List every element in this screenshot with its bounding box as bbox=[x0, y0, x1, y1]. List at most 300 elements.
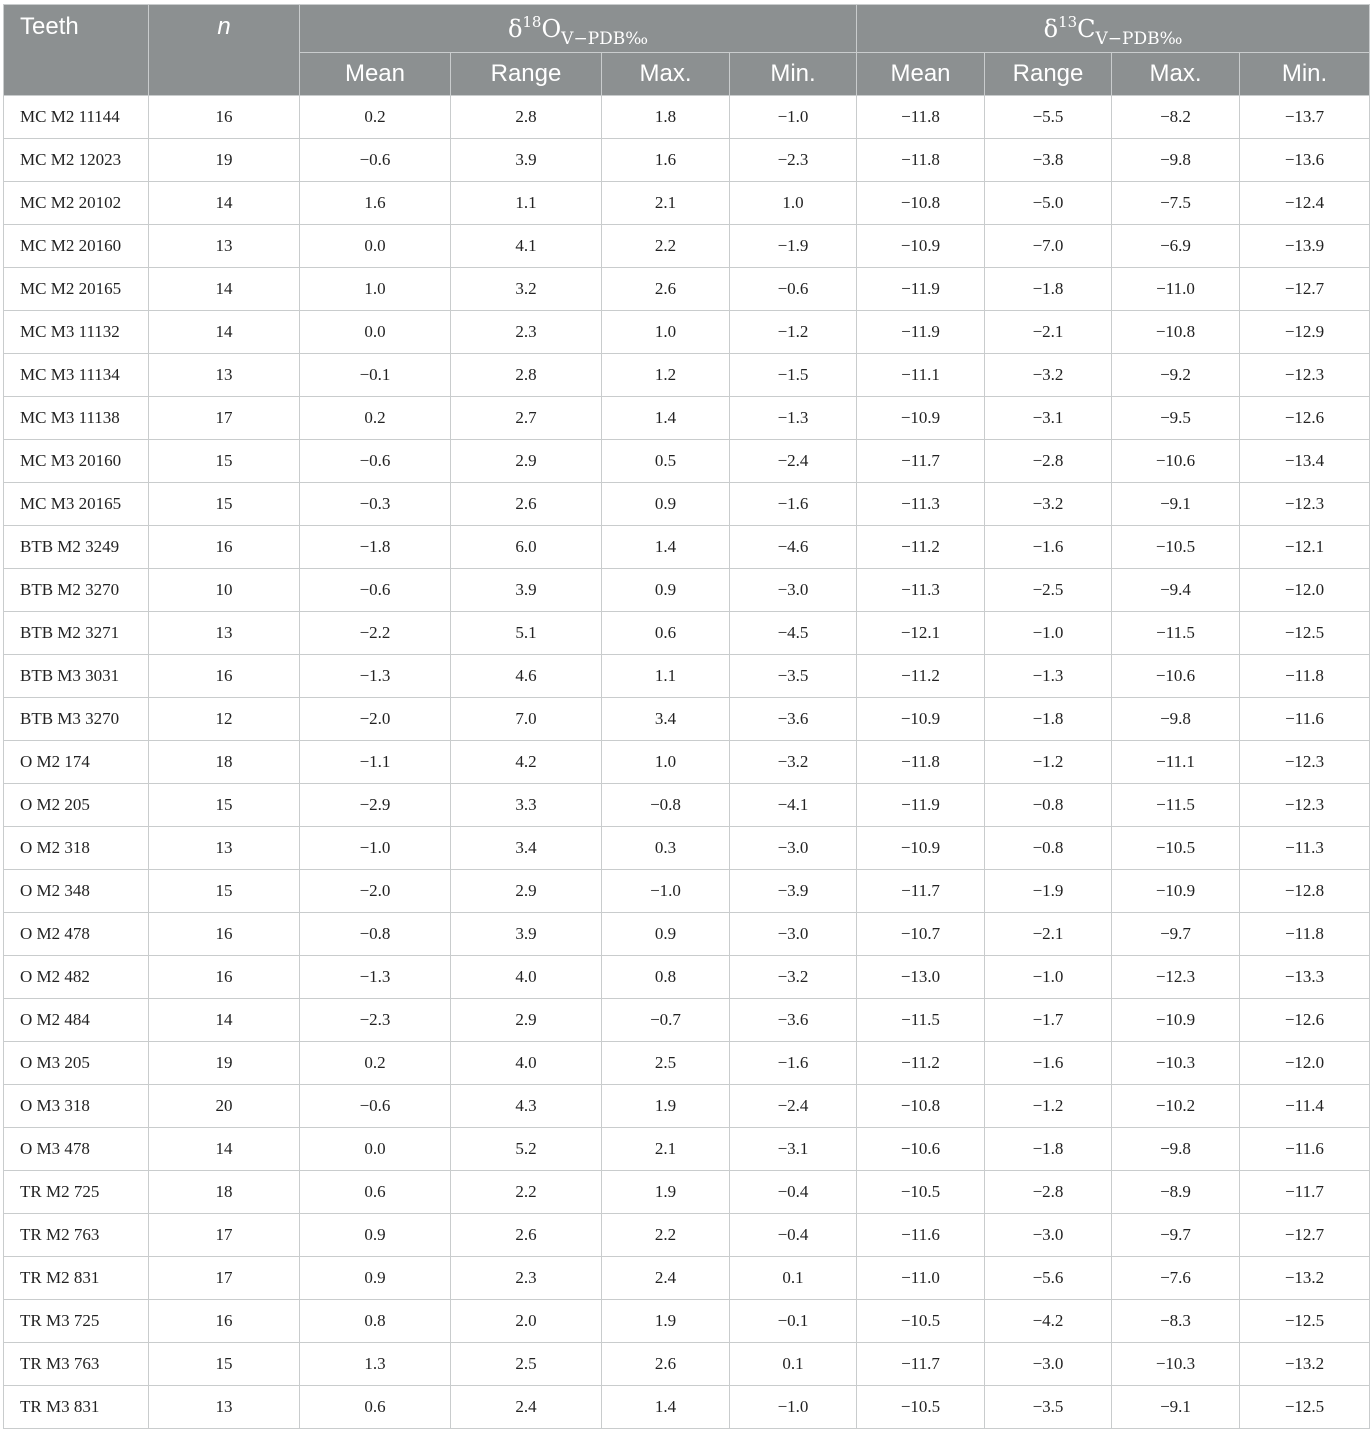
cell-n: 14 bbox=[149, 311, 300, 354]
cell-c-min: −11.8 bbox=[1240, 913, 1370, 956]
cell-c-mean: −10.8 bbox=[857, 182, 985, 225]
cell-c-min: −12.3 bbox=[1240, 784, 1370, 827]
cell-o-min: −0.4 bbox=[730, 1171, 857, 1214]
cell-o-mean: −0.1 bbox=[300, 354, 451, 397]
cell-c-max: −7.5 bbox=[1112, 182, 1240, 225]
cell-c-range: −3.2 bbox=[985, 354, 1112, 397]
cell-o-min: −1.6 bbox=[730, 483, 857, 526]
cell-c-max: −10.9 bbox=[1112, 999, 1240, 1042]
cell-o-mean: −0.6 bbox=[300, 1085, 451, 1128]
cell-c-max: −11.0 bbox=[1112, 268, 1240, 311]
cell-o-range: 1.1 bbox=[451, 182, 602, 225]
cell-c-min: −12.5 bbox=[1240, 612, 1370, 655]
cell-c-min: −12.3 bbox=[1240, 354, 1370, 397]
table-row bbox=[4, 1257, 1370, 1300]
cell-o-range: 2.9 bbox=[451, 870, 602, 913]
cell-c-range: −1.3 bbox=[985, 655, 1112, 698]
cell-c-range: −1.6 bbox=[985, 526, 1112, 569]
cell-c-mean: −11.7 bbox=[857, 440, 985, 483]
cell-c-max: −9.7 bbox=[1112, 1214, 1240, 1257]
cell-c-mean: −11.3 bbox=[857, 569, 985, 612]
cell-teeth: O M2 205 bbox=[4, 784, 149, 827]
table-row bbox=[4, 698, 1370, 741]
cell-c-mean: −10.9 bbox=[857, 397, 985, 440]
cell-teeth: TR M2 763 bbox=[4, 1214, 149, 1257]
cell-n: 17 bbox=[149, 1257, 300, 1300]
cell-o-min: −2.4 bbox=[730, 1085, 857, 1128]
cell-c-min: −12.6 bbox=[1240, 999, 1370, 1042]
cell-o-max: 2.2 bbox=[602, 1214, 730, 1257]
cell-c-mean: −11.2 bbox=[857, 655, 985, 698]
cell-c-min: −12.4 bbox=[1240, 182, 1370, 225]
cell-c-range: −1.7 bbox=[985, 999, 1112, 1042]
cell-c-min: −13.3 bbox=[1240, 956, 1370, 999]
cell-c-max: −10.5 bbox=[1112, 526, 1240, 569]
cell-n: 14 bbox=[149, 1128, 300, 1171]
cell-o-range: 4.3 bbox=[451, 1085, 602, 1128]
cell-n: 19 bbox=[149, 1042, 300, 1085]
cell-o-mean: −2.9 bbox=[300, 784, 451, 827]
cell-c-mean: −11.5 bbox=[857, 999, 985, 1042]
cell-c-max: −12.3 bbox=[1112, 956, 1240, 999]
cell-c-range: −3.2 bbox=[985, 483, 1112, 526]
cell-o-min: −0.4 bbox=[730, 1214, 857, 1257]
cell-o-range: 2.0 bbox=[451, 1300, 602, 1343]
cell-c-max: −10.6 bbox=[1112, 655, 1240, 698]
cell-c-max: −10.8 bbox=[1112, 311, 1240, 354]
cell-c-range: −0.8 bbox=[985, 784, 1112, 827]
cell-o-mean: 0.0 bbox=[300, 225, 451, 268]
table-row bbox=[4, 354, 1370, 397]
cell-c-min: −12.3 bbox=[1240, 741, 1370, 784]
cell-o-range: 2.3 bbox=[451, 1257, 602, 1300]
cell-o-range: 4.0 bbox=[451, 1042, 602, 1085]
cell-c-mean: −11.8 bbox=[857, 96, 985, 139]
cell-n: 17 bbox=[149, 1214, 300, 1257]
cell-o-range: 3.9 bbox=[451, 569, 602, 612]
cell-o-min: −2.3 bbox=[730, 139, 857, 182]
cell-o-mean: −1.3 bbox=[300, 956, 451, 999]
cell-o-min: −3.1 bbox=[730, 1128, 857, 1171]
cell-o-min: −1.5 bbox=[730, 354, 857, 397]
cell-c-range: −3.0 bbox=[985, 1214, 1112, 1257]
cell-o-range: 4.0 bbox=[451, 956, 602, 999]
cell-c-range: −3.1 bbox=[985, 397, 1112, 440]
cell-o-max: 1.0 bbox=[602, 741, 730, 784]
table-row bbox=[4, 1386, 1370, 1429]
isotope-table bbox=[3, 4, 1370, 1429]
cell-o-mean: −0.3 bbox=[300, 483, 451, 526]
cell-n: 18 bbox=[149, 1171, 300, 1214]
cell-c-max: −8.9 bbox=[1112, 1171, 1240, 1214]
cell-teeth: O M2 478 bbox=[4, 913, 149, 956]
header-oxygen-range: Range bbox=[451, 53, 602, 96]
cell-o-mean: 0.0 bbox=[300, 311, 451, 354]
cell-c-range: −2.1 bbox=[985, 913, 1112, 956]
cell-o-mean: 1.6 bbox=[300, 182, 451, 225]
cell-o-max: 0.6 bbox=[602, 612, 730, 655]
table-row bbox=[4, 182, 1370, 225]
cell-teeth: MC M3 20160 bbox=[4, 440, 149, 483]
cell-o-max: 3.4 bbox=[602, 698, 730, 741]
cell-o-min: −0.6 bbox=[730, 268, 857, 311]
cell-c-max: −7.6 bbox=[1112, 1257, 1240, 1300]
cell-c-mean: −11.2 bbox=[857, 526, 985, 569]
cell-o-range: 5.2 bbox=[451, 1128, 602, 1171]
cell-c-min: −11.4 bbox=[1240, 1085, 1370, 1128]
table-row bbox=[4, 827, 1370, 870]
cell-teeth: O M2 318 bbox=[4, 827, 149, 870]
cell-o-min: −1.2 bbox=[730, 311, 857, 354]
cell-c-max: −9.8 bbox=[1112, 1128, 1240, 1171]
table-row bbox=[4, 397, 1370, 440]
cell-c-mean: −11.8 bbox=[857, 741, 985, 784]
cell-o-max: 0.9 bbox=[602, 913, 730, 956]
header-carbon-group: $\delta^{13}C_{V-PDB‰}$ bbox=[857, 5, 1370, 53]
cell-n: 14 bbox=[149, 268, 300, 311]
cell-o-max: 1.1 bbox=[602, 655, 730, 698]
cell-c-mean: −11.8 bbox=[857, 139, 985, 182]
cell-o-min: −3.9 bbox=[730, 870, 857, 913]
cell-c-max: −9.2 bbox=[1112, 354, 1240, 397]
cell-c-range: −1.8 bbox=[985, 698, 1112, 741]
cell-o-min: −3.5 bbox=[730, 655, 857, 698]
cell-o-min: −0.1 bbox=[730, 1300, 857, 1343]
cell-o-max: 0.8 bbox=[602, 956, 730, 999]
cell-o-range: 2.2 bbox=[451, 1171, 602, 1214]
cell-c-min: −12.5 bbox=[1240, 1300, 1370, 1343]
cell-c-range: −2.5 bbox=[985, 569, 1112, 612]
cell-o-mean: −1.0 bbox=[300, 827, 451, 870]
table-row bbox=[4, 569, 1370, 612]
cell-n: 13 bbox=[149, 354, 300, 397]
header-oxygen-max: Max. bbox=[602, 53, 730, 96]
cell-n: 16 bbox=[149, 956, 300, 999]
cell-o-max: 1.8 bbox=[602, 96, 730, 139]
cell-c-max: −10.2 bbox=[1112, 1085, 1240, 1128]
cell-n: 16 bbox=[149, 913, 300, 956]
cell-o-max: −0.8 bbox=[602, 784, 730, 827]
cell-o-min: −4.5 bbox=[730, 612, 857, 655]
cell-c-mean: −10.5 bbox=[857, 1171, 985, 1214]
cell-teeth: MC M2 11144 bbox=[4, 96, 149, 139]
cell-c-mean: −10.7 bbox=[857, 913, 985, 956]
cell-c-min: −12.9 bbox=[1240, 311, 1370, 354]
header-teeth: Teeth bbox=[4, 5, 149, 96]
cell-c-range: −1.2 bbox=[985, 741, 1112, 784]
cell-teeth: O M3 205 bbox=[4, 1042, 149, 1085]
table-row bbox=[4, 1171, 1370, 1214]
cell-o-max: 0.9 bbox=[602, 569, 730, 612]
cell-o-mean: 0.8 bbox=[300, 1300, 451, 1343]
cell-c-mean: −10.5 bbox=[857, 1386, 985, 1429]
cell-c-max: −11.5 bbox=[1112, 784, 1240, 827]
cell-n: 12 bbox=[149, 698, 300, 741]
table-row bbox=[4, 1085, 1370, 1128]
cell-o-min: −3.0 bbox=[730, 913, 857, 956]
header-oxygen-group: $\delta^{18}O_{V-PDB‰}$ bbox=[300, 5, 857, 53]
cell-o-max: 1.9 bbox=[602, 1171, 730, 1214]
cell-teeth: MC M2 20102 bbox=[4, 182, 149, 225]
cell-o-range: 6.0 bbox=[451, 526, 602, 569]
header-oxygen-mean: Mean bbox=[300, 53, 451, 96]
cell-teeth: MC M2 20160 bbox=[4, 225, 149, 268]
cell-o-mean: 0.2 bbox=[300, 397, 451, 440]
cell-teeth: TR M3 763 bbox=[4, 1343, 149, 1386]
cell-c-min: −12.0 bbox=[1240, 569, 1370, 612]
cell-teeth: O M2 348 bbox=[4, 870, 149, 913]
cell-c-max: −10.3 bbox=[1112, 1042, 1240, 1085]
cell-o-min: 1.0 bbox=[730, 182, 857, 225]
table-body bbox=[4, 96, 1370, 1429]
cell-o-range: 2.5 bbox=[451, 1343, 602, 1386]
table-row bbox=[4, 483, 1370, 526]
header-carbon-range: Range bbox=[985, 53, 1112, 96]
cell-n: 10 bbox=[149, 569, 300, 612]
table-row bbox=[4, 1214, 1370, 1257]
cell-o-min: −1.9 bbox=[730, 225, 857, 268]
cell-o-min: −1.0 bbox=[730, 96, 857, 139]
cell-o-range: 2.8 bbox=[451, 354, 602, 397]
cell-o-mean: 0.2 bbox=[300, 96, 451, 139]
cell-n: 15 bbox=[149, 483, 300, 526]
cell-o-mean: −1.1 bbox=[300, 741, 451, 784]
cell-o-min: 0.1 bbox=[730, 1257, 857, 1300]
cell-c-min: −13.4 bbox=[1240, 440, 1370, 483]
cell-c-mean: −11.9 bbox=[857, 311, 985, 354]
cell-o-max: 2.6 bbox=[602, 1343, 730, 1386]
cell-o-max: 0.9 bbox=[602, 483, 730, 526]
cell-o-range: 2.6 bbox=[451, 1214, 602, 1257]
cell-o-max: 0.3 bbox=[602, 827, 730, 870]
cell-o-range: 2.6 bbox=[451, 483, 602, 526]
cell-o-mean: −1.8 bbox=[300, 526, 451, 569]
cell-c-min: −12.0 bbox=[1240, 1042, 1370, 1085]
cell-c-mean: −11.6 bbox=[857, 1214, 985, 1257]
cell-o-range: 2.4 bbox=[451, 1386, 602, 1429]
cell-o-min: 0.1 bbox=[730, 1343, 857, 1386]
cell-c-max: −9.7 bbox=[1112, 913, 1240, 956]
cell-teeth: MC M3 11134 bbox=[4, 354, 149, 397]
cell-c-range: −3.0 bbox=[985, 1343, 1112, 1386]
cell-c-mean: −12.1 bbox=[857, 612, 985, 655]
cell-teeth: O M2 484 bbox=[4, 999, 149, 1042]
cell-c-min: −11.7 bbox=[1240, 1171, 1370, 1214]
cell-n: 16 bbox=[149, 655, 300, 698]
cell-teeth: O M3 318 bbox=[4, 1085, 149, 1128]
cell-teeth: O M2 482 bbox=[4, 956, 149, 999]
cell-c-min: −12.7 bbox=[1240, 268, 1370, 311]
cell-c-range: −1.8 bbox=[985, 268, 1112, 311]
cell-o-max: 2.1 bbox=[602, 1128, 730, 1171]
cell-o-mean: −1.3 bbox=[300, 655, 451, 698]
cell-c-min: −11.3 bbox=[1240, 827, 1370, 870]
cell-c-min: −13.2 bbox=[1240, 1343, 1370, 1386]
cell-c-range: −1.9 bbox=[985, 870, 1112, 913]
cell-c-max: −6.9 bbox=[1112, 225, 1240, 268]
cell-n: 18 bbox=[149, 741, 300, 784]
cell-c-max: −9.5 bbox=[1112, 397, 1240, 440]
cell-o-mean: −0.8 bbox=[300, 913, 451, 956]
cell-o-mean: 0.6 bbox=[300, 1171, 451, 1214]
cell-c-min: −11.6 bbox=[1240, 1128, 1370, 1171]
cell-c-range: −1.2 bbox=[985, 1085, 1112, 1128]
cell-c-max: −11.5 bbox=[1112, 612, 1240, 655]
cell-c-max: −9.8 bbox=[1112, 698, 1240, 741]
header-carbon-mean: Mean bbox=[857, 53, 985, 96]
cell-n: 15 bbox=[149, 1343, 300, 1386]
cell-c-max: −9.1 bbox=[1112, 1386, 1240, 1429]
cell-c-min: −12.5 bbox=[1240, 1386, 1370, 1429]
cell-o-max: 1.0 bbox=[602, 311, 730, 354]
cell-n: 16 bbox=[149, 526, 300, 569]
table-row bbox=[4, 870, 1370, 913]
table-row bbox=[4, 526, 1370, 569]
cell-o-range: 2.3 bbox=[451, 311, 602, 354]
cell-c-max: −10.6 bbox=[1112, 440, 1240, 483]
table-row bbox=[4, 784, 1370, 827]
header-carbon-min: Min. bbox=[1240, 53, 1370, 96]
cell-c-range: −4.2 bbox=[985, 1300, 1112, 1343]
table-row bbox=[4, 268, 1370, 311]
cell-o-range: 3.9 bbox=[451, 139, 602, 182]
cell-o-min: −3.0 bbox=[730, 827, 857, 870]
table-row bbox=[4, 655, 1370, 698]
cell-n: 19 bbox=[149, 139, 300, 182]
cell-c-range: −2.1 bbox=[985, 311, 1112, 354]
cell-c-range: −5.5 bbox=[985, 96, 1112, 139]
cell-o-mean: 1.3 bbox=[300, 1343, 451, 1386]
cell-teeth: TR M2 831 bbox=[4, 1257, 149, 1300]
cell-o-mean: 1.0 bbox=[300, 268, 451, 311]
cell-o-max: 0.5 bbox=[602, 440, 730, 483]
cell-o-mean: −2.3 bbox=[300, 999, 451, 1042]
cell-c-range: −2.8 bbox=[985, 1171, 1112, 1214]
cell-c-range: −5.0 bbox=[985, 182, 1112, 225]
cell-c-mean: −13.0 bbox=[857, 956, 985, 999]
cell-teeth: O M2 174 bbox=[4, 741, 149, 784]
cell-c-max: −10.9 bbox=[1112, 870, 1240, 913]
cell-teeth: MC M3 11132 bbox=[4, 311, 149, 354]
cell-teeth: MC M2 12023 bbox=[4, 139, 149, 182]
cell-o-mean: −0.6 bbox=[300, 139, 451, 182]
cell-n: 20 bbox=[149, 1085, 300, 1128]
cell-c-mean: −11.3 bbox=[857, 483, 985, 526]
cell-teeth: MC M3 20165 bbox=[4, 483, 149, 526]
cell-teeth: MC M3 11138 bbox=[4, 397, 149, 440]
cell-c-max: −9.4 bbox=[1112, 569, 1240, 612]
cell-c-max: −9.1 bbox=[1112, 483, 1240, 526]
cell-o-min: −1.6 bbox=[730, 1042, 857, 1085]
cell-o-max: 1.4 bbox=[602, 1386, 730, 1429]
cell-o-max: 1.2 bbox=[602, 354, 730, 397]
cell-o-mean: 0.6 bbox=[300, 1386, 451, 1429]
table-row bbox=[4, 612, 1370, 655]
cell-c-max: −8.3 bbox=[1112, 1300, 1240, 1343]
cell-o-range: 4.2 bbox=[451, 741, 602, 784]
cell-o-max: 1.9 bbox=[602, 1085, 730, 1128]
cell-c-max: −10.3 bbox=[1112, 1343, 1240, 1386]
cell-o-mean: −2.0 bbox=[300, 870, 451, 913]
cell-o-range: 3.2 bbox=[451, 268, 602, 311]
cell-o-min: −4.1 bbox=[730, 784, 857, 827]
cell-c-min: −12.3 bbox=[1240, 483, 1370, 526]
cell-n: 14 bbox=[149, 182, 300, 225]
table-header bbox=[4, 5, 1370, 96]
cell-o-max: 2.2 bbox=[602, 225, 730, 268]
cell-c-mean: −10.8 bbox=[857, 1085, 985, 1128]
cell-o-range: 4.6 bbox=[451, 655, 602, 698]
cell-teeth: O M3 478 bbox=[4, 1128, 149, 1171]
cell-n: 14 bbox=[149, 999, 300, 1042]
cell-o-max: 2.1 bbox=[602, 182, 730, 225]
cell-c-min: −11.8 bbox=[1240, 655, 1370, 698]
cell-o-max: 1.4 bbox=[602, 397, 730, 440]
cell-o-mean: −2.2 bbox=[300, 612, 451, 655]
cell-o-range: 5.1 bbox=[451, 612, 602, 655]
cell-teeth: BTB M3 3270 bbox=[4, 698, 149, 741]
cell-n: 15 bbox=[149, 440, 300, 483]
cell-c-max: −9.8 bbox=[1112, 139, 1240, 182]
cell-c-max: −11.1 bbox=[1112, 741, 1240, 784]
cell-o-mean: −0.6 bbox=[300, 569, 451, 612]
cell-o-min: −1.0 bbox=[730, 1386, 857, 1429]
cell-o-min: −4.6 bbox=[730, 526, 857, 569]
cell-n: 13 bbox=[149, 1386, 300, 1429]
cell-teeth: MC M2 20165 bbox=[4, 268, 149, 311]
table-row bbox=[4, 96, 1370, 139]
table-row bbox=[4, 225, 1370, 268]
cell-o-range: 3.4 bbox=[451, 827, 602, 870]
cell-o-mean: 0.2 bbox=[300, 1042, 451, 1085]
cell-c-range: −1.0 bbox=[985, 612, 1112, 655]
table-row bbox=[4, 1042, 1370, 1085]
cell-c-mean: −10.6 bbox=[857, 1128, 985, 1171]
cell-o-mean: 0.9 bbox=[300, 1214, 451, 1257]
cell-c-min: −12.1 bbox=[1240, 526, 1370, 569]
cell-c-range: −1.8 bbox=[985, 1128, 1112, 1171]
cell-c-min: −13.2 bbox=[1240, 1257, 1370, 1300]
cell-c-max: −8.2 bbox=[1112, 96, 1240, 139]
cell-teeth: BTB M2 3271 bbox=[4, 612, 149, 655]
cell-teeth: BTB M2 3249 bbox=[4, 526, 149, 569]
cell-o-max: −1.0 bbox=[602, 870, 730, 913]
cell-teeth: TR M2 725 bbox=[4, 1171, 149, 1214]
header-carbon-max: Max. bbox=[1112, 53, 1240, 96]
cell-c-mean: −11.2 bbox=[857, 1042, 985, 1085]
cell-o-min: −1.3 bbox=[730, 397, 857, 440]
cell-o-mean: 0.9 bbox=[300, 1257, 451, 1300]
table-row bbox=[4, 1343, 1370, 1386]
cell-o-range: 7.0 bbox=[451, 698, 602, 741]
cell-c-range: −0.8 bbox=[985, 827, 1112, 870]
cell-n: 13 bbox=[149, 827, 300, 870]
table-row bbox=[4, 139, 1370, 182]
cell-o-min: −3.0 bbox=[730, 569, 857, 612]
cell-o-max: −0.7 bbox=[602, 999, 730, 1042]
cell-c-min: −13.7 bbox=[1240, 96, 1370, 139]
table-row bbox=[4, 1128, 1370, 1171]
cell-c-mean: −11.9 bbox=[857, 268, 985, 311]
cell-c-max: −10.5 bbox=[1112, 827, 1240, 870]
cell-c-mean: −11.7 bbox=[857, 1343, 985, 1386]
cell-c-min: −12.6 bbox=[1240, 397, 1370, 440]
table-row bbox=[4, 311, 1370, 354]
cell-c-min: −12.7 bbox=[1240, 1214, 1370, 1257]
cell-o-range: 2.8 bbox=[451, 96, 602, 139]
cell-c-mean: −10.9 bbox=[857, 698, 985, 741]
cell-o-mean: −0.6 bbox=[300, 440, 451, 483]
